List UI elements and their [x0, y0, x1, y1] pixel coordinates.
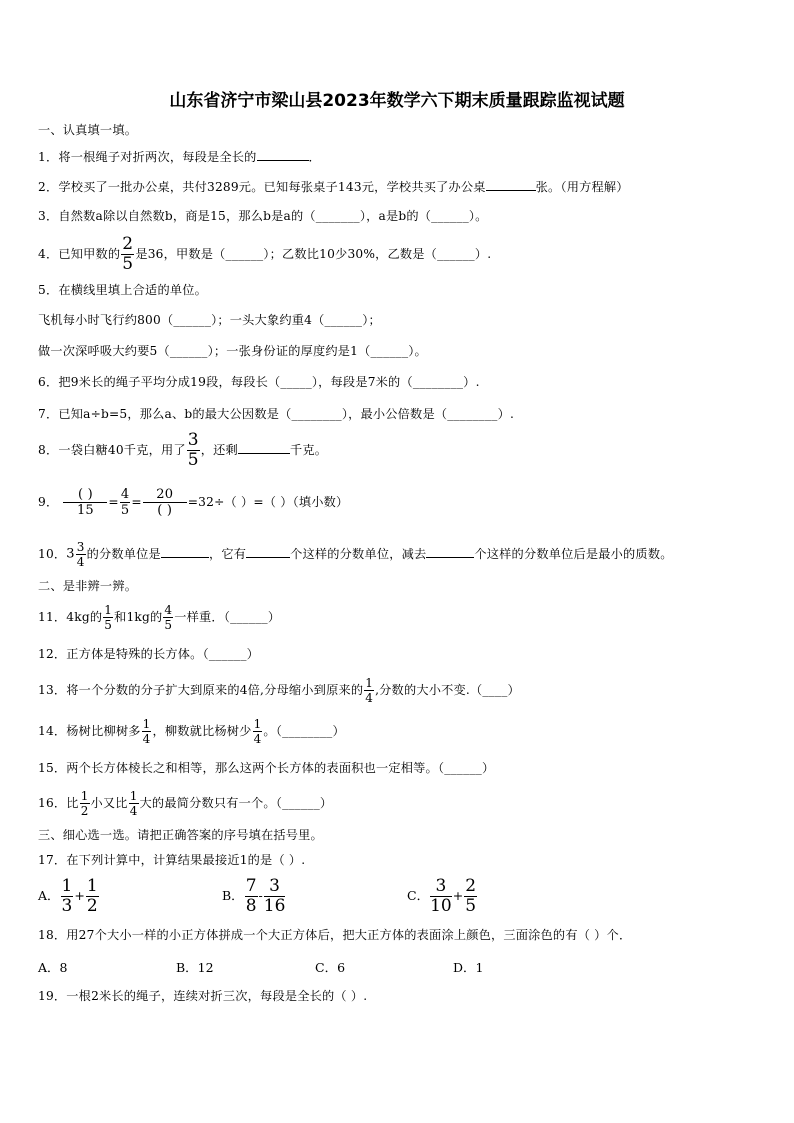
question-16: 16．比 $\frac{1}{2}$ 小又比 $\frac{1}{4}$ 大的最简分数只有一个。（______）: [38, 789, 333, 818]
fraction: $\frac{1}{4}$: [142, 717, 151, 746]
fraction: $\frac{1}{2}$: [86, 876, 98, 916]
question-14: 14．杨树比柳树多 $\frac{1}{4}$ ，柳数就比杨树少 $\frac{1}{4}$ 。（________）: [38, 717, 345, 746]
question-2: 2．学校买了一批办公桌，共付3289元。已知每张桌子143元，学校共买了办公桌 张。（用方程解）: [38, 180, 629, 194]
question-5-part-b: 做一次深呼吸大约要5（______）；一张身份证的厚度约是1（______）。: [38, 344, 427, 358]
fraction: $\frac{2}{5}$: [122, 234, 134, 274]
fraction: $\frac{3}{4}$: [76, 540, 85, 569]
fraction: $\frac{1}{3}$: [61, 876, 73, 916]
answer-blank[interactable]: [486, 178, 536, 191]
question-8: 8．一袋白糖40千克，用了 $\frac{3}{5}$ ，还剩 千克。: [38, 430, 328, 470]
section-heading-fill: 一、认真填一填。: [38, 123, 138, 137]
section-heading-judge: 二、是非辨一辨。: [38, 579, 138, 593]
question-13: 13．将一个分数的分子扩大到原来的4倍,分母缩小到原来的 $\frac{1}{4}$ ,分数的大小不变.（____）: [38, 676, 520, 705]
option-18b[interactable]: B．12: [176, 960, 214, 975]
fraction: $\frac{1}{2}$: [80, 789, 89, 818]
option-18a[interactable]: A．8: [38, 960, 68, 975]
question-5-part-a: 飞机每小时飞行约800（______）；一头大象约重4（______）；: [38, 313, 381, 327]
question-18: 18．用27个大小一样的小正方体拼成一个大正方体后，把大正方体的表面涂上颜色，三面涂色的有（ ）个．: [38, 928, 632, 942]
option-17c[interactable]: C． $\frac{3}{10}$ + $\frac{2}{5}$: [407, 876, 477, 916]
answer-blank[interactable]: [257, 148, 309, 161]
fraction: $\frac{1}{5}$: [104, 603, 113, 632]
section-heading-choice: 三、细心选一选。请把正确答案的序号填在括号里。: [38, 828, 323, 842]
option-18d[interactable]: D．1: [453, 960, 484, 975]
question-10: 10．3 $\frac{3}{4}$ 的分数单位是 ，它有 个这样的分数单位，减去 个这样的分数单位后是最小的质数。: [38, 540, 673, 569]
fraction: $\frac{1}{4}$: [253, 717, 262, 746]
question-4: 4．已知甲数的 $\frac{2}{5}$ 是36，甲数是（______）；乙数比10少30%，乙数是（______）.: [38, 234, 492, 274]
answer-blank[interactable]: [246, 545, 290, 558]
fraction: $\frac{20}{( )}$: [143, 488, 187, 517]
fraction: $\frac{3}{5}$: [187, 430, 199, 470]
answer-blank[interactable]: [426, 545, 474, 558]
exam-title: 山东省济宁市梁山县2023年数学六下期末质量跟踪监视试题: [169, 91, 625, 111]
answer-blank[interactable]: [161, 545, 209, 558]
question-3: 3．自然数a除以自然数b，商是15，那么b是a的（_______），a是b的（______）。: [38, 209, 488, 223]
question-15: 15．两个长方体棱长之和相等，那么这两个长方体的表面积也一定相等。（______）: [38, 761, 495, 775]
fraction: $\frac{2}{5}$: [465, 876, 477, 916]
question-17: 17．在下列计算中，计算结果最接近1的是（ ）.: [38, 853, 306, 867]
question-11: 11．4kg的 $\frac{1}{5}$ 和1kg的 $\frac{4}{5}$ 一样重．（______）: [38, 603, 281, 632]
question-7: 7．已知a÷b=5，那么a、b的最大公因数是（________），最小公倍数是（________）.: [38, 407, 515, 421]
answer-blank[interactable]: [238, 441, 290, 454]
question-5: 5．在横线里填上合适的单位。: [38, 283, 207, 297]
fraction: $\frac{1}{4}$: [129, 789, 138, 818]
fraction: $\frac{4}{5}$: [120, 487, 130, 518]
fraction: $\frac{3}{10}$: [430, 876, 452, 916]
question-19: 19．一根2米长的绳子，连续对折三次，每段是全长的（ ）.: [38, 989, 368, 1003]
question-1: 1．将一根绳子对折两次，每段是全长的 ．: [38, 150, 321, 164]
fraction: $\frac{3}{16}$: [263, 876, 286, 916]
fraction: $\frac{4}{5}$: [164, 603, 173, 632]
option-17a[interactable]: A． $\frac{1}{3}$ + $\frac{1}{2}$: [38, 876, 98, 916]
option-18c[interactable]: C．6: [315, 960, 346, 975]
option-17b[interactable]: B． $\frac{7}{8}$ - $\frac{3}{16}$: [222, 876, 286, 916]
question-9: 9． $\frac{( )}{15}$ = $\frac{4}{5}$ = $\frac{20}{( )}$ =32÷（ ）=（ ）（填小数）: [38, 487, 349, 518]
fraction: $\frac{( )}{15}$: [63, 488, 107, 517]
question-12: 12．正方体是特殊的长方体。（______）: [38, 647, 259, 661]
question-6: 6．把9米长的绳子平均分成19段，每段长（_____），每段是7米的（________）.: [38, 375, 480, 389]
fraction: $\frac{7}{8}$: [245, 876, 257, 916]
fraction: $\frac{1}{4}$: [365, 676, 374, 705]
